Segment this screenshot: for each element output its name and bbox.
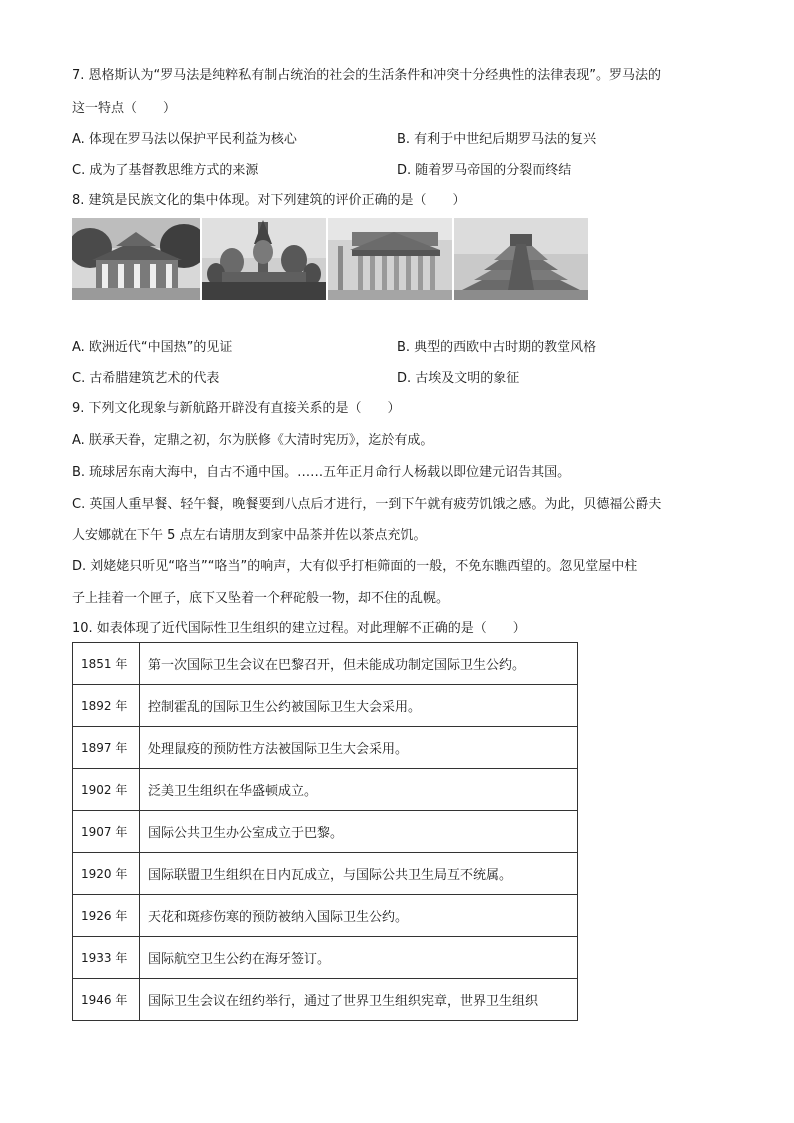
q8-option-b: B. 典型的西欧中古时期的教堂风格 <box>397 340 597 355</box>
year-cell: 1933 年 <box>73 937 140 979</box>
q7-option-a: A. 体现在罗马法以保护平民利益为核心 <box>72 132 297 147</box>
year-cell: 1902 年 <box>73 769 140 811</box>
q9-option-b: B. 琉球居东南大海中，自古不通中国。……五年正月命行人杨载以即位建元诏告其国。 <box>72 465 571 480</box>
year-cell: 1892 年 <box>73 685 140 727</box>
event-cell: 泛美卫生组织在华盛顿成立。 <box>140 769 578 811</box>
q8-option-a: A. 欧洲近代“中国热”的见证 <box>72 340 233 355</box>
q7-option-b: B. 有利于中世纪后期罗马法的复兴 <box>397 132 597 147</box>
event-cell: 天花和斑疹伤寒的预防被纳入国际卫生公约。 <box>140 895 578 937</box>
q9-stem: 9. 下列文化现象与新航路开辟没有直接关系的是（ ） <box>72 401 401 416</box>
year-cell: 1907 年 <box>73 811 140 853</box>
q9-option-d-line2: 子上挂着一个匣子，底下又坠着一个秤砣般一物，却不住的乱幌。 <box>72 591 450 606</box>
table-row <box>73 895 578 937</box>
health-org-timeline-table <box>72 642 578 1021</box>
q7-stem-line1: 7. 恩格斯认为“罗马法是纯粹私有制占统治的社会的生活条件和冲突十分经典性的法律表现”。罗马法的 <box>72 68 662 83</box>
year-cell: 1926 年 <box>73 895 140 937</box>
table-row <box>73 979 578 1021</box>
table-row <box>73 685 578 727</box>
onion-dome-cathedral-photo <box>202 218 326 300</box>
year-cell: 1920 年 <box>73 853 140 895</box>
q7-option-d: D. 随着罗马帝国的分裂而终结 <box>397 163 572 178</box>
q8-option-c: C. 古希腊建筑艺术的代表 <box>72 371 220 386</box>
q9-option-c-line1: C. 英国人重早餐、轻午餐，晚餐要到八点后才进行，一到下午就有疲劳饥饿之感。为此，贝德福公爵夫 <box>72 497 662 512</box>
event-cell: 国际公共卫生办公室成立于巴黎。 <box>140 811 578 853</box>
event-cell: 第一次国际卫生会议在巴黎召开，但未能成功制定国际卫生公约。 <box>140 643 578 685</box>
table-row <box>73 727 578 769</box>
table-row <box>73 769 578 811</box>
year-cell: 1851 年 <box>73 643 140 685</box>
q7-option-c: C. 成为了基督教思维方式的来源 <box>72 163 259 178</box>
q9-option-d-line1: D. 刘姥姥只听见“咯当”“咯当”的响声，大有似乎打柜筛面的一般，不免东瞧西望的。忽见堂屋中柱 <box>72 559 638 574</box>
table-row <box>73 643 578 685</box>
event-cell: 处理鼠疫的预防性方法被国际卫生大会采用。 <box>140 727 578 769</box>
q8-stem: 8. 建筑是民族文化的集中体现。对下列建筑的评价正确的是（ ） <box>72 193 466 208</box>
q9-option-a: A. 朕承天眷，定鼎之初，尔为朕修《大清时宪历》，迄於有成。 <box>72 433 434 448</box>
q8-building-photos <box>72 218 588 300</box>
table-row <box>73 937 578 979</box>
q8-option-d: D. 古埃及文明的象征 <box>397 371 520 386</box>
q7-stem-line2: 这一特点（ ） <box>72 101 177 116</box>
table-row <box>73 811 578 853</box>
event-cell: 控制霍乱的国际卫生公约被国际卫生大会采用。 <box>140 685 578 727</box>
step-pyramid-photo <box>454 218 588 300</box>
q9-option-c-line2: 人安娜就在下午 5 点左右请朋友到家中品茶并佐以茶点充饥。 <box>72 528 427 543</box>
year-cell: 1897 年 <box>73 727 140 769</box>
event-cell: 国际卫生会议在纽约举行，通过了世界卫生组织宪章，世界卫生组织 <box>140 979 578 1021</box>
chinese-teahouse-photo <box>72 218 200 300</box>
event-cell: 国际航空卫生公约在海牙签订。 <box>140 937 578 979</box>
year-cell: 1946 年 <box>73 979 140 1021</box>
pantheon-photo <box>328 218 452 300</box>
q10-stem: 10. 如表体现了近代国际性卫生组织的建立过程。对此理解不正确的是（ ） <box>72 621 526 636</box>
event-cell: 国际联盟卫生组织在日内瓦成立，与国际公共卫生局互不统属。 <box>140 853 578 895</box>
table-row <box>73 853 578 895</box>
